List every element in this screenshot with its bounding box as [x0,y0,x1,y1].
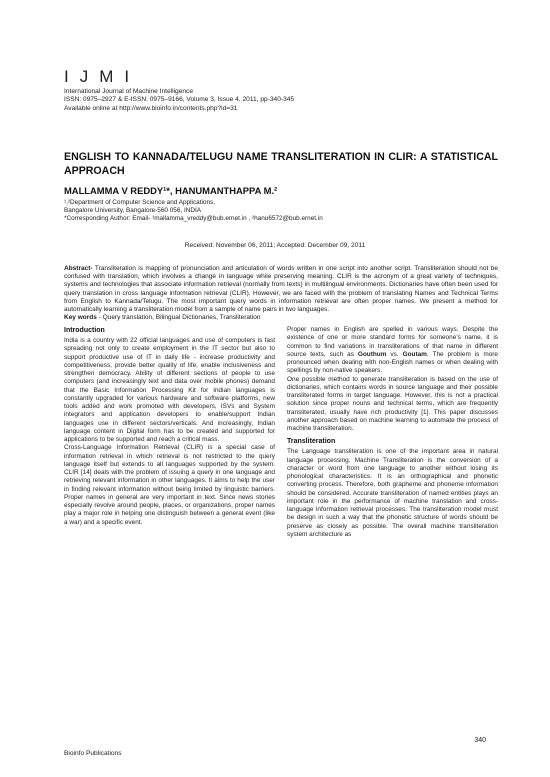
left-column [64,326,275,527]
issn-line: ISSN: 0975–2927 & E-ISSN: 0975–9166, Volume 3, Issue 4, 2011, pp-340-345 [64,96,295,104]
corresponding-author: *Corresponding Author: Email- ¹mallamma_vreddy@bub.ernet.in , ²hanu6572@bub.ernet.in [64,215,323,223]
right-paragraph-2: One possible method to generate transliteration is based on the use of dictionaries, which contains words in source language and their possible transliterated forms in target language. However, this is not a practical solution since proper nouns and technical terms, which are frequently transliterated, usually have rich productivity [1]. This paper discusses another approach based on machine learning to automate the process of machine transliteration. [287,375,498,432]
affiliation-university: Bangalore University, Bangalore-560 056, INDIA [64,207,201,215]
received-accepted-dates: Received: November 06, 2011; Accepted: December 09, 2011 [184,242,366,249]
right-paragraph-1-part-c: vs. [386,350,403,358]
right-paragraph-1 [287,326,498,376]
paper-title: ENGLISH TO KANNADA/TELUGU NAME TRANSLITERATION IN CLIR: A STATISTICAL APPROACH [64,151,498,177]
introduction-paragraph-1: India is a country with 22 official languages and use of computers is fast spreading not only to create employment in the IT sector but also to support productive use of IT in daily life - increase productivity and competitiveness, provide better quality of life, enable inclusiveness and strengthen democracy. Ability of different sections of people to use computers (and increasingly text and data over mobile phones) demand that the Basic Information Processing Kit for Indian languages is constantly upgraded for various hardware and software platforms, new tools added and work promoted with developers, ISVs and System integrators and application developers to enable/support Indian languages use in different sectors/verticals. And increasingly, Indian language content in Digital form has to be created and supported for applications to be supported and reach a critical mass. [64,337,275,443]
right-column [287,326,498,539]
author-list: MALLAMMA V REDDY¹*, HANUMANTHAPPA M.² [64,185,278,196]
publisher-footer: Bioinfo Publications [64,750,122,757]
abstract-text: Transliteration is mapping of pronunciation and articulation of words written in one script into another script. Transliteration should not be confused with translation, which involves a change in language while preserving meaning. CLIR is the acronym of a great variety of techniques, systems and technologies that associate information retrieval (normally from texts) in multilingual environments. Dictionaries have often been used for query translation in cross language information retrieval (CLIR). However, we are faced with the problem of translating Names and Technical Terms from English to Kannada/Telugu. The most important query words in information retrieval are often proper names. We present a method for automatically learning a transliteration model from a sample of name pairs in two languages. [64,265,498,314]
affiliation-department: ¹,²Department of Computer Science and Applications, [64,199,215,206]
journal-name: International Journal of Machine Intelligence [64,88,194,95]
introduction-paragraph-2: Cross-Language Information Retrieval (CLIR) is a special case of information retrieval in which retrieval is not restricted to the query language itself but extends to all languages supported by the system. CLIR [14] deals with the problem of issuing a query in one language and retrieving relevant information in other languages. It aims to help the user in finding relevant information without being limited by linguistic barriers. Proper names in general are very important in text. Since news stories especially revolve around people, places, or organizations, proper names play a major role in helping one distinguish between a general event (like a war) and a specific event. [64,444,275,526]
keywords-label: Key words [64,314,97,322]
introduction-heading: Introduction [64,327,105,334]
transliteration-paragraph: The Language transliteration is one of the important area in natural language processing. Machine Transliteration is the conversion of a character or word from one language to another without losing its phonological characteristics. It is an orthographical and phonetic converting process. Therefore, both grapheme and phoneme information should be considered. Accurate transliteration of named entities plays an important role in the performance of machine translation and cross-language information retrieval processes. The transliteration model must be design in such a way that the phonetic structure of words should be preserve as closely as possible. The overall machine transliteration system architecture as [287,448,498,538]
abstract-label: Abstract- [64,265,93,272]
keywords-text: - Query translation, Bilingual Dictionaries, Transliteration [96,314,261,322]
transliteration-heading: Transliteration [287,438,336,446]
abstract-block [64,265,498,322]
right-paragraph-1-part-a: Proper names in English are spelled in various ways. Despite the existence of one or more standard forms for someone’s name, it is common to find variations in transliterations of that name in different source texts, such as [287,326,498,358]
example-goutam: Goutam [402,350,427,358]
affiliation-block [64,199,494,224]
example-gouthum: Gouthum [357,350,387,358]
journal-logo: IJMI [64,67,141,86]
right-paragraph-1-part-e: . The problem is more pronounced when dealing with non-English names or when dealing with spellings by non-native speakers. [287,350,498,375]
page-number: 340 [474,737,486,744]
journal-masthead [64,68,294,113]
available-online-line: Available online at http://www.bioinfo.in/contents.php?id=31 [64,104,238,112]
